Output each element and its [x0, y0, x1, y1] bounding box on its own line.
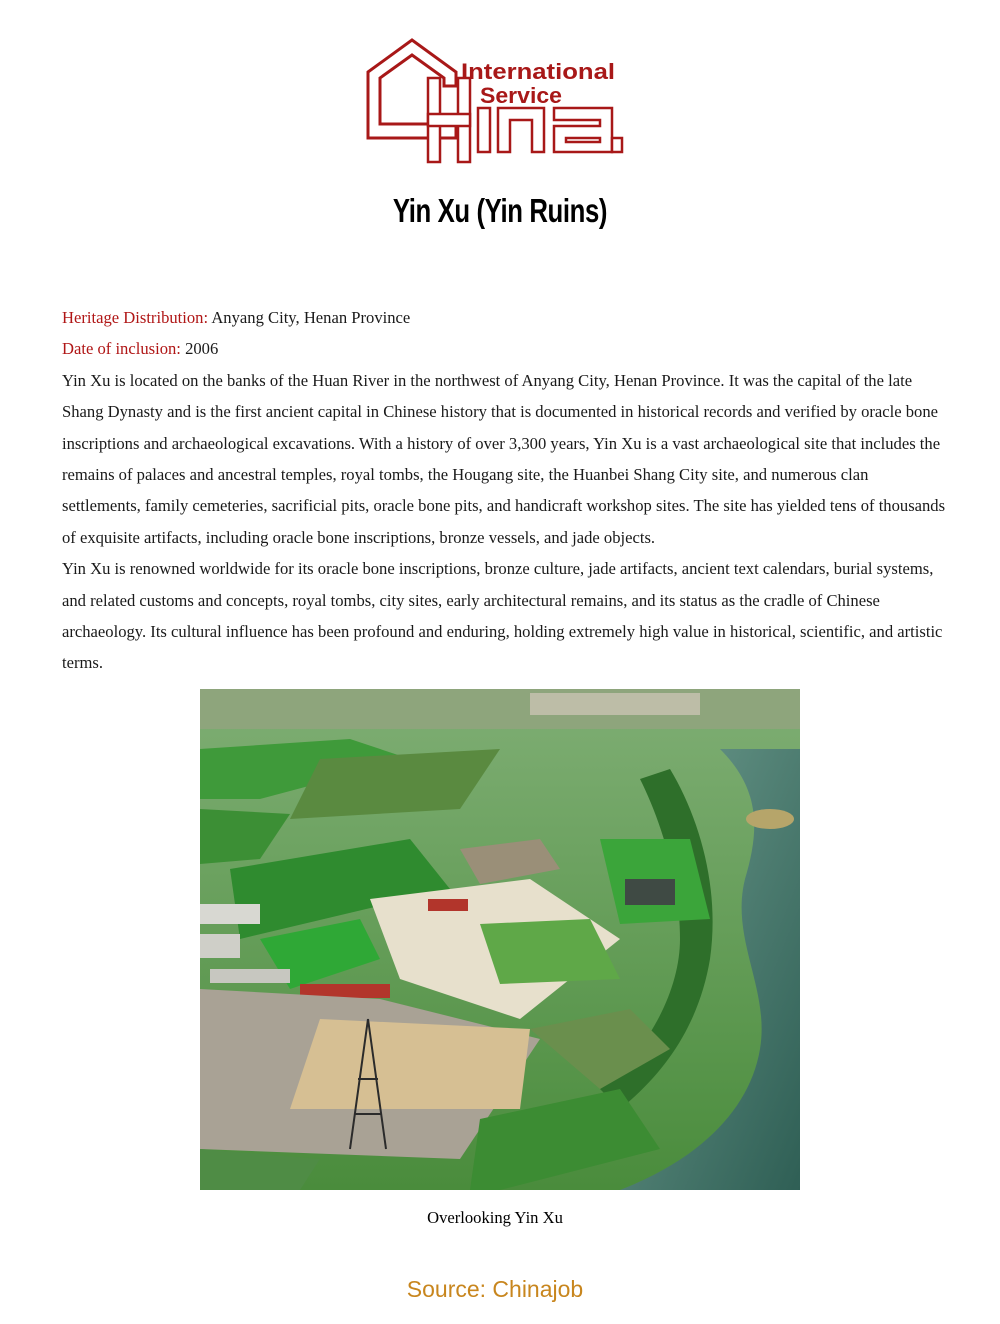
- heritage-distribution-value: Anyang City, Henan Province: [211, 308, 411, 327]
- article-body: [62, 302, 950, 679]
- logo-icon: [364, 38, 626, 166]
- page-title: Yin Xu (Yin Ruins): [392, 192, 608, 229]
- photo-caption: Overlooking Yin Xu: [427, 1208, 563, 1227]
- source-credit: Source: Chinajob: [406, 1276, 584, 1302]
- date-of-inclusion-row: [62, 333, 950, 364]
- date-of-inclusion-value: 2006: [185, 339, 219, 359]
- logo-line2: Service: [480, 83, 562, 108]
- heritage-distribution-label: Heritage Distribution:: [62, 308, 209, 327]
- paragraph-intro: Yin Xu is located on the banks of the Huan River in the northwest of Anyang City, Henan Province. It was the capital of the late Shang Dynasty and is the first ancient capital in Chinese history that is documented in historical records and verified by oracle bone inscriptions and archaeological excavations. With a history of over 3,300 years, Yin Xu is a vast archaeological site that includes the remains of palaces and ancestral temples, royal tombs, the Hougang site, the Huanbei Shang City site, and numerous clan settlements, family cemeteries, sacrificial pits, oracle bone pits, and handicraft workshop sites. The site has yielded tens of thousands of exquisite artifacts, including oracle bone inscriptions, bronze vessels, and jade objects.: [62, 370, 946, 547]
- china-international-service-logo: [364, 38, 626, 166]
- aerial-view-image: [200, 689, 800, 1190]
- heritage-distribution-row: [62, 302, 950, 333]
- aerial-photo: [200, 689, 800, 1190]
- logo-line1: International: [461, 59, 615, 84]
- paragraph-significance: Yin Xu is renowned worldwide for its oracle bone inscriptions, bronze culture, jade artifacts, ancient text calendars, burial systems, and related customs and concepts, royal tombs, city sites, early architectural remains, and its status as the cradle of Chinese archaeology. Its cultural influence has been profound and enduring, holding extremely high value in historical, scientific, and artistic terms.: [62, 559, 943, 673]
- date-of-inclusion-label: Date of inclusion:: [62, 339, 181, 359]
